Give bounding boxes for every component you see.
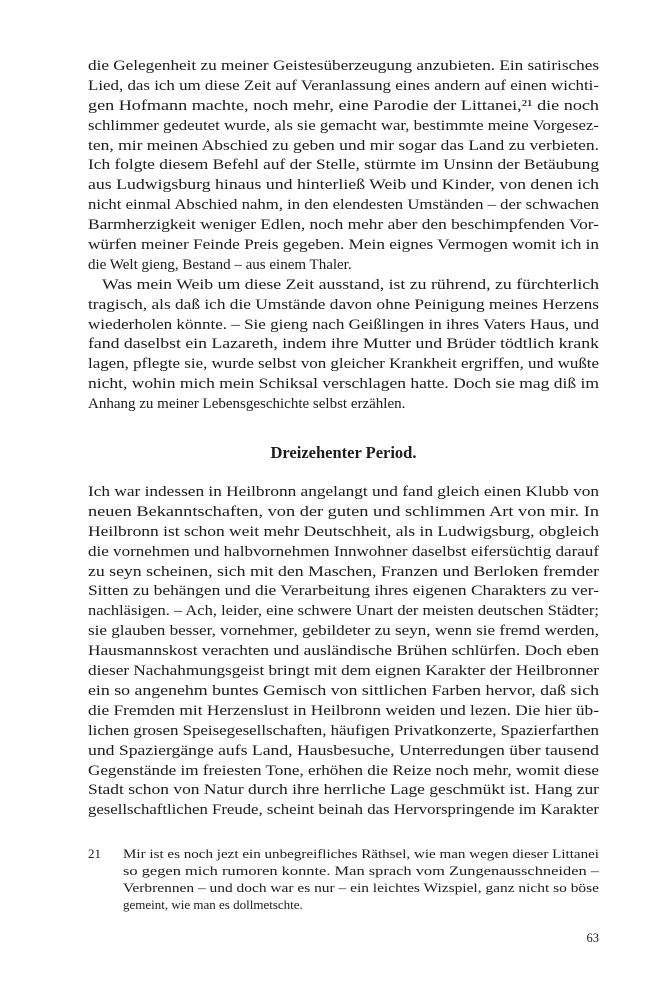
paragraph (88, 276, 599, 415)
text-line (123, 879, 599, 896)
text-line (88, 395, 599, 415)
paragraphs-before-heading (88, 57, 599, 415)
section-heading: Dreizehenter Period. (270, 443, 417, 463)
text-line-content: schlimmer gedeutet wurde, als sie gemacht war, bestimmte meine Vorgesez- (88, 117, 599, 134)
text-line-content: Verbrennen – und doch war es nur – ein leichtes Wizspiel, ganz nicht so böse (123, 880, 599, 896)
text-line-content: die Fremden mit Herzenslust in Heilbronn weiden und lezen. Die hier üb- (88, 702, 599, 719)
text-line (88, 276, 599, 296)
text-line-content: Was mein Weib um diese Zeit ausstand, ist zu rührend, zu fürchterlich (102, 276, 599, 293)
text-line-content: lagen, pflegte sie, wurde selbst von gleicher Krankheit ergriffen, und wußte (88, 356, 599, 373)
text-line (88, 236, 599, 256)
text-line-content: zu seyn scheinen, sich mit den Maschen, Franzen und Berloken fremder (88, 563, 599, 580)
page-number: 63 (586, 931, 599, 946)
text-line (88, 602, 599, 622)
text-line (88, 196, 599, 216)
text-line-content: gesellschaftlichen Freude, scheint beinah das Hervorspringende im Karakter (88, 802, 599, 819)
text-line-content: tragisch, als daß ich die Umstände davon ohne Peinigung meines Herzens (88, 296, 599, 313)
text-line (88, 117, 599, 137)
text-line-content: die Welt gieng, Bestand – aus einem Thaler. (88, 256, 352, 273)
text-line-content: nicht einmal Abschied nahm, in den elendesten Umständen – der schwachen (88, 197, 599, 214)
text-line (88, 335, 599, 355)
text-line-content: Barmherzigkeit weniger Edlen, noch mehr aber den beschimpfenden Vor- (88, 217, 599, 234)
text-line-content: aus Ludwigsburg hinaus und hinterließ Weib und Kinder, von denen ich (88, 177, 599, 194)
text-line (88, 137, 599, 157)
text-line (88, 781, 599, 801)
text-line (88, 642, 599, 662)
text-line-content: sie glauben besser, vornehmer, gebildeter zu seyn, wenn sie fremd werden, (88, 623, 599, 640)
text-line (88, 296, 599, 316)
footnote-marker: 21 (88, 846, 101, 862)
text-line (123, 845, 599, 862)
paragraph (88, 483, 599, 821)
text-line-content: Hausmannskost verachten und ausländische Brühen schlürfen. Doch eben (88, 643, 599, 660)
text-line (88, 355, 599, 375)
text-line-content: fand daselbst ein Lazareth, indem ihre Mutter und Brüder tödtlich krank (88, 336, 599, 353)
text-line (88, 742, 599, 762)
text-line-content: Lied, das ich um diese Zeit auf Veranlassung eines andern auf einen wichti- (88, 77, 599, 94)
text-line (88, 375, 599, 395)
text-line-content: Gegenstände im freiesten Tone, erhöhen die Reize noch mehr, womit diese (88, 762, 599, 779)
text-line-content: Ich war indessen in Heilbronn angelangt und fand gleich einen Klubb von (88, 484, 599, 501)
text-line (88, 523, 599, 543)
text-line-content: gen Hofmann machte, noch mehr, eine Parodie der Littanei,²¹ die noch (88, 97, 599, 114)
paragraph (123, 845, 599, 913)
paragraphs-after-heading (88, 483, 599, 821)
text-line (88, 801, 599, 821)
text-line (88, 256, 599, 276)
text-line (88, 97, 599, 117)
text-line (88, 176, 599, 196)
text-line (88, 622, 599, 642)
text-line (88, 582, 599, 602)
text-line-content: ten, mir meinen Abschied zu geben und mir sogar das Land zu verbieten. (88, 137, 599, 154)
text-line-content: nachläsigen. – Ach, leider, eine schwere Unart der meisten deutschen Städter; (88, 603, 599, 620)
text-line-content: so gegen mich rumoren konnte. Man sprach vom Zungenausschneiden – (123, 863, 599, 879)
text-line-content: Stadt schon von Natur durch ihre herrliche Lage geschmükt ist. Hang zur (88, 782, 599, 799)
text-line-content: lichen grosen Speisegesellschaften, häufigen Privatkonzerte, Spazierfarthen (88, 722, 599, 739)
text-line (88, 216, 599, 236)
text-line-content: ein so angenehm buntes Gemisch von sittlichen Farben hervor, daß sich (88, 682, 599, 699)
text-line (88, 316, 599, 336)
text-line (123, 862, 599, 879)
text-line-content: Mir ist es noch jezt ein unbegreifliches Räthsel, wie man wegen dieser Littanei (123, 846, 599, 862)
text-line (88, 543, 599, 563)
text-block (88, 57, 599, 946)
text-line (88, 682, 599, 702)
footnote-text (123, 845, 599, 913)
text-line-content: Ich folgte diesem Befehl auf der Stelle, stürmte im Unsinn der Betäubung (88, 157, 599, 174)
text-line (88, 483, 599, 503)
text-line (88, 156, 599, 176)
text-line-content: gemeint, wie man es dollmetschte. (123, 897, 303, 913)
text-line (88, 722, 599, 742)
text-line-content: Anhang zu meiner Lebensgeschichte selbst erzählen. (88, 396, 406, 413)
text-line-content: würfen meiner Feinde Preis gegeben. Mein eignes Vermogen womit ich in (88, 237, 599, 254)
text-line-content: und Spaziergänge aufs Land, Hausbesuche, Unterredungen über tausend (88, 742, 599, 759)
text-line-content: nicht, wohin mich mein Schiksal verschlagen hatte. Doch sie mag diß im (88, 376, 599, 393)
text-line (88, 57, 599, 77)
text-line-content: Sitten zu behängen und die Verarbeitung ihres eigenen Charakters zu ver- (88, 583, 599, 600)
text-line-content: wiederholen könnte. – Sie gieng nach Geißlingen in ihres Vaters Haus, und (88, 316, 599, 333)
text-line-content: die vornehmen und halbvornehmen Innwohner daselbst eifersüchtig darauf (88, 543, 599, 560)
text-line (88, 77, 599, 97)
text-line-content: dieser Nachahmungsgeist bringt mit dem eignen Karakter der Heilbronner (88, 663, 599, 680)
text-line (88, 662, 599, 682)
text-line (88, 563, 599, 583)
text-line-content: die Gelegenheit zu meiner Geistesüberzeugung anzubieten. Ein satirisches (88, 58, 599, 74)
paragraph (88, 57, 599, 276)
text-line-content: neuen Bekanntschaften, von der guten und schlimmen Art von mir. In (88, 503, 599, 520)
text-line (88, 503, 599, 523)
footnote (88, 845, 599, 913)
text-line (123, 896, 599, 913)
text-line (88, 702, 599, 722)
text-line (88, 762, 599, 782)
text-line-content: Heilbronn ist schon weit mehr Deutschheit, als in Ludwigsburg, obgleich (88, 523, 599, 540)
